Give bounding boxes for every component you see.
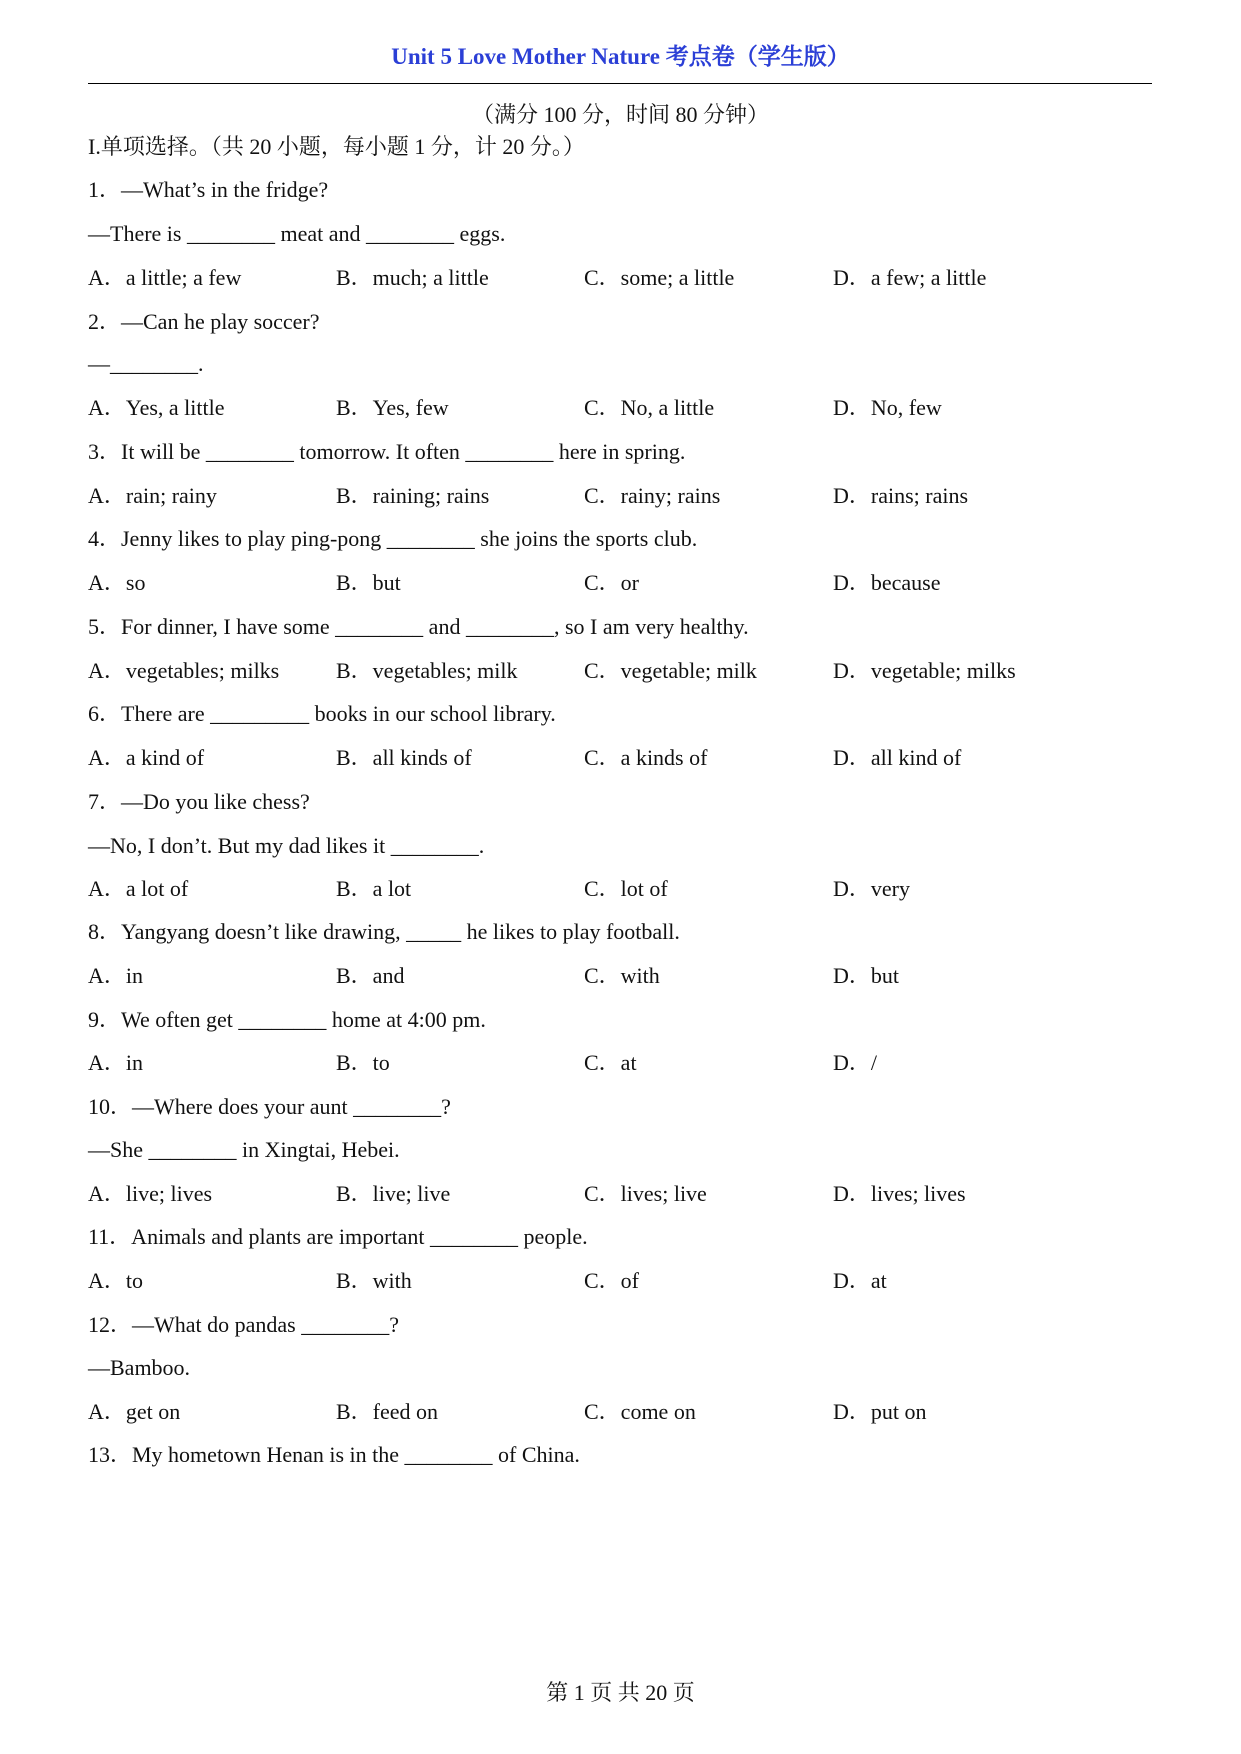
section-heading: I.单项选择。（共 20 小题，每小题 1 分，计 20 分。） <box>88 134 585 159</box>
document-header-title: Unit 5 Love Mother Nature 考点卷（学生版） <box>391 44 850 69</box>
option-c: C．or <box>584 570 640 595</box>
exam-info: （满分 100 分，时间 80 分钟） <box>471 102 769 127</box>
option-d: D．vegetable; milks <box>833 658 1016 683</box>
question-stem: 4．Jenny likes to play ping-pong ________ she joins the sports club. <box>88 526 698 551</box>
question-stem: 9．We often get ________ home at 4:00 pm. <box>88 1007 486 1032</box>
option-a: A．live; lives <box>88 1181 213 1206</box>
option-d: D．all kind of <box>833 745 962 770</box>
question-stem: 8．Yangyang doesn’t like drawing, _____ he likes to play football. <box>88 919 680 944</box>
option-a: A．rain; rainy <box>88 483 217 508</box>
option-b: B．live; live <box>336 1181 451 1206</box>
page-number-footer: 第 1 页 共 20 页 <box>546 1680 695 1705</box>
option-d: D．rains; rains <box>833 483 969 508</box>
question-stem: —She ________ in Xingtai, Hebei. <box>88 1137 400 1162</box>
option-c: C．rainy; rains <box>584 483 721 508</box>
option-a: A．so <box>88 570 146 595</box>
option-d: D．lives; lives <box>833 1181 966 1206</box>
question-stem: 6．There are _________ books in our school library. <box>88 701 556 726</box>
option-a: A．vegetables; milks <box>88 658 280 683</box>
option-b: B．but <box>336 570 401 595</box>
option-a: A．in <box>88 963 144 988</box>
option-b: B．and <box>336 963 405 988</box>
option-a: A．in <box>88 1050 144 1075</box>
option-b: B．raining; rains <box>336 483 490 508</box>
option-c: C．of <box>584 1268 640 1293</box>
option-a: A．a little; a few <box>88 265 242 290</box>
option-b: B．vegetables; milk <box>336 658 518 683</box>
question-stem: 2．—Can he play soccer? <box>88 309 320 334</box>
header-divider <box>88 83 1152 84</box>
question-stem: —Bamboo. <box>88 1355 191 1380</box>
option-d: D．put on <box>833 1399 927 1424</box>
question-stem: 7．—Do you like chess? <box>88 789 310 814</box>
option-c: C．come on <box>584 1399 696 1424</box>
option-a: A．to <box>88 1268 144 1293</box>
option-b: B．Yes, few <box>336 395 449 420</box>
option-a: A．a lot of <box>88 876 189 901</box>
option-d: D．but <box>833 963 900 988</box>
question-stem: 5．For dinner, I have some ________ and ________, so I am very healthy. <box>88 614 749 639</box>
question-stem: —________. <box>88 351 204 376</box>
question-stem: —No, I don’t. But my dad likes it ________. <box>88 833 485 858</box>
option-a: A．Yes, a little <box>88 395 225 420</box>
option-c: C．lot of <box>584 876 668 901</box>
question-stem: 10．—Where does your aunt ________? <box>88 1094 451 1119</box>
option-b: B．all kinds of <box>336 745 472 770</box>
question-stem: —There is ________ meat and ________ eggs. <box>88 221 506 246</box>
option-c: C．a kinds of <box>584 745 708 770</box>
option-b: B．feed on <box>336 1399 439 1424</box>
option-c: C．No, a little <box>584 395 715 420</box>
option-d: D．at <box>833 1268 887 1293</box>
option-c: C．with <box>584 963 660 988</box>
option-c: C．some; a little <box>584 265 735 290</box>
option-b: B．much; a little <box>336 265 489 290</box>
option-d: D．very <box>833 876 910 901</box>
question-stem: 3．It will be ________ tomorrow. It often ________ here in spring. <box>88 439 686 464</box>
question-stem: 13．My hometown Henan is in the ________ of China. <box>88 1442 580 1467</box>
option-b: B．to <box>336 1050 390 1075</box>
option-d: D．a few; a little <box>833 265 987 290</box>
question-stem: 12．—What do pandas ________? <box>88 1312 399 1337</box>
option-d: D．/ <box>833 1050 878 1075</box>
question-stem: 11．Animals and plants are important ________ people. <box>88 1224 588 1249</box>
option-b: B．a lot <box>336 876 412 901</box>
option-b: B．with <box>336 1268 412 1293</box>
option-a: A．a kind of <box>88 745 205 770</box>
option-c: C．at <box>584 1050 637 1075</box>
option-c: C．lives; live <box>584 1181 707 1206</box>
question-stem: 1．—What’s in the fridge? <box>88 177 329 202</box>
option-d: D．No, few <box>833 395 942 420</box>
option-a: A．get on <box>88 1399 181 1424</box>
option-d: D．because <box>833 570 941 595</box>
option-c: C．vegetable; milk <box>584 658 757 683</box>
